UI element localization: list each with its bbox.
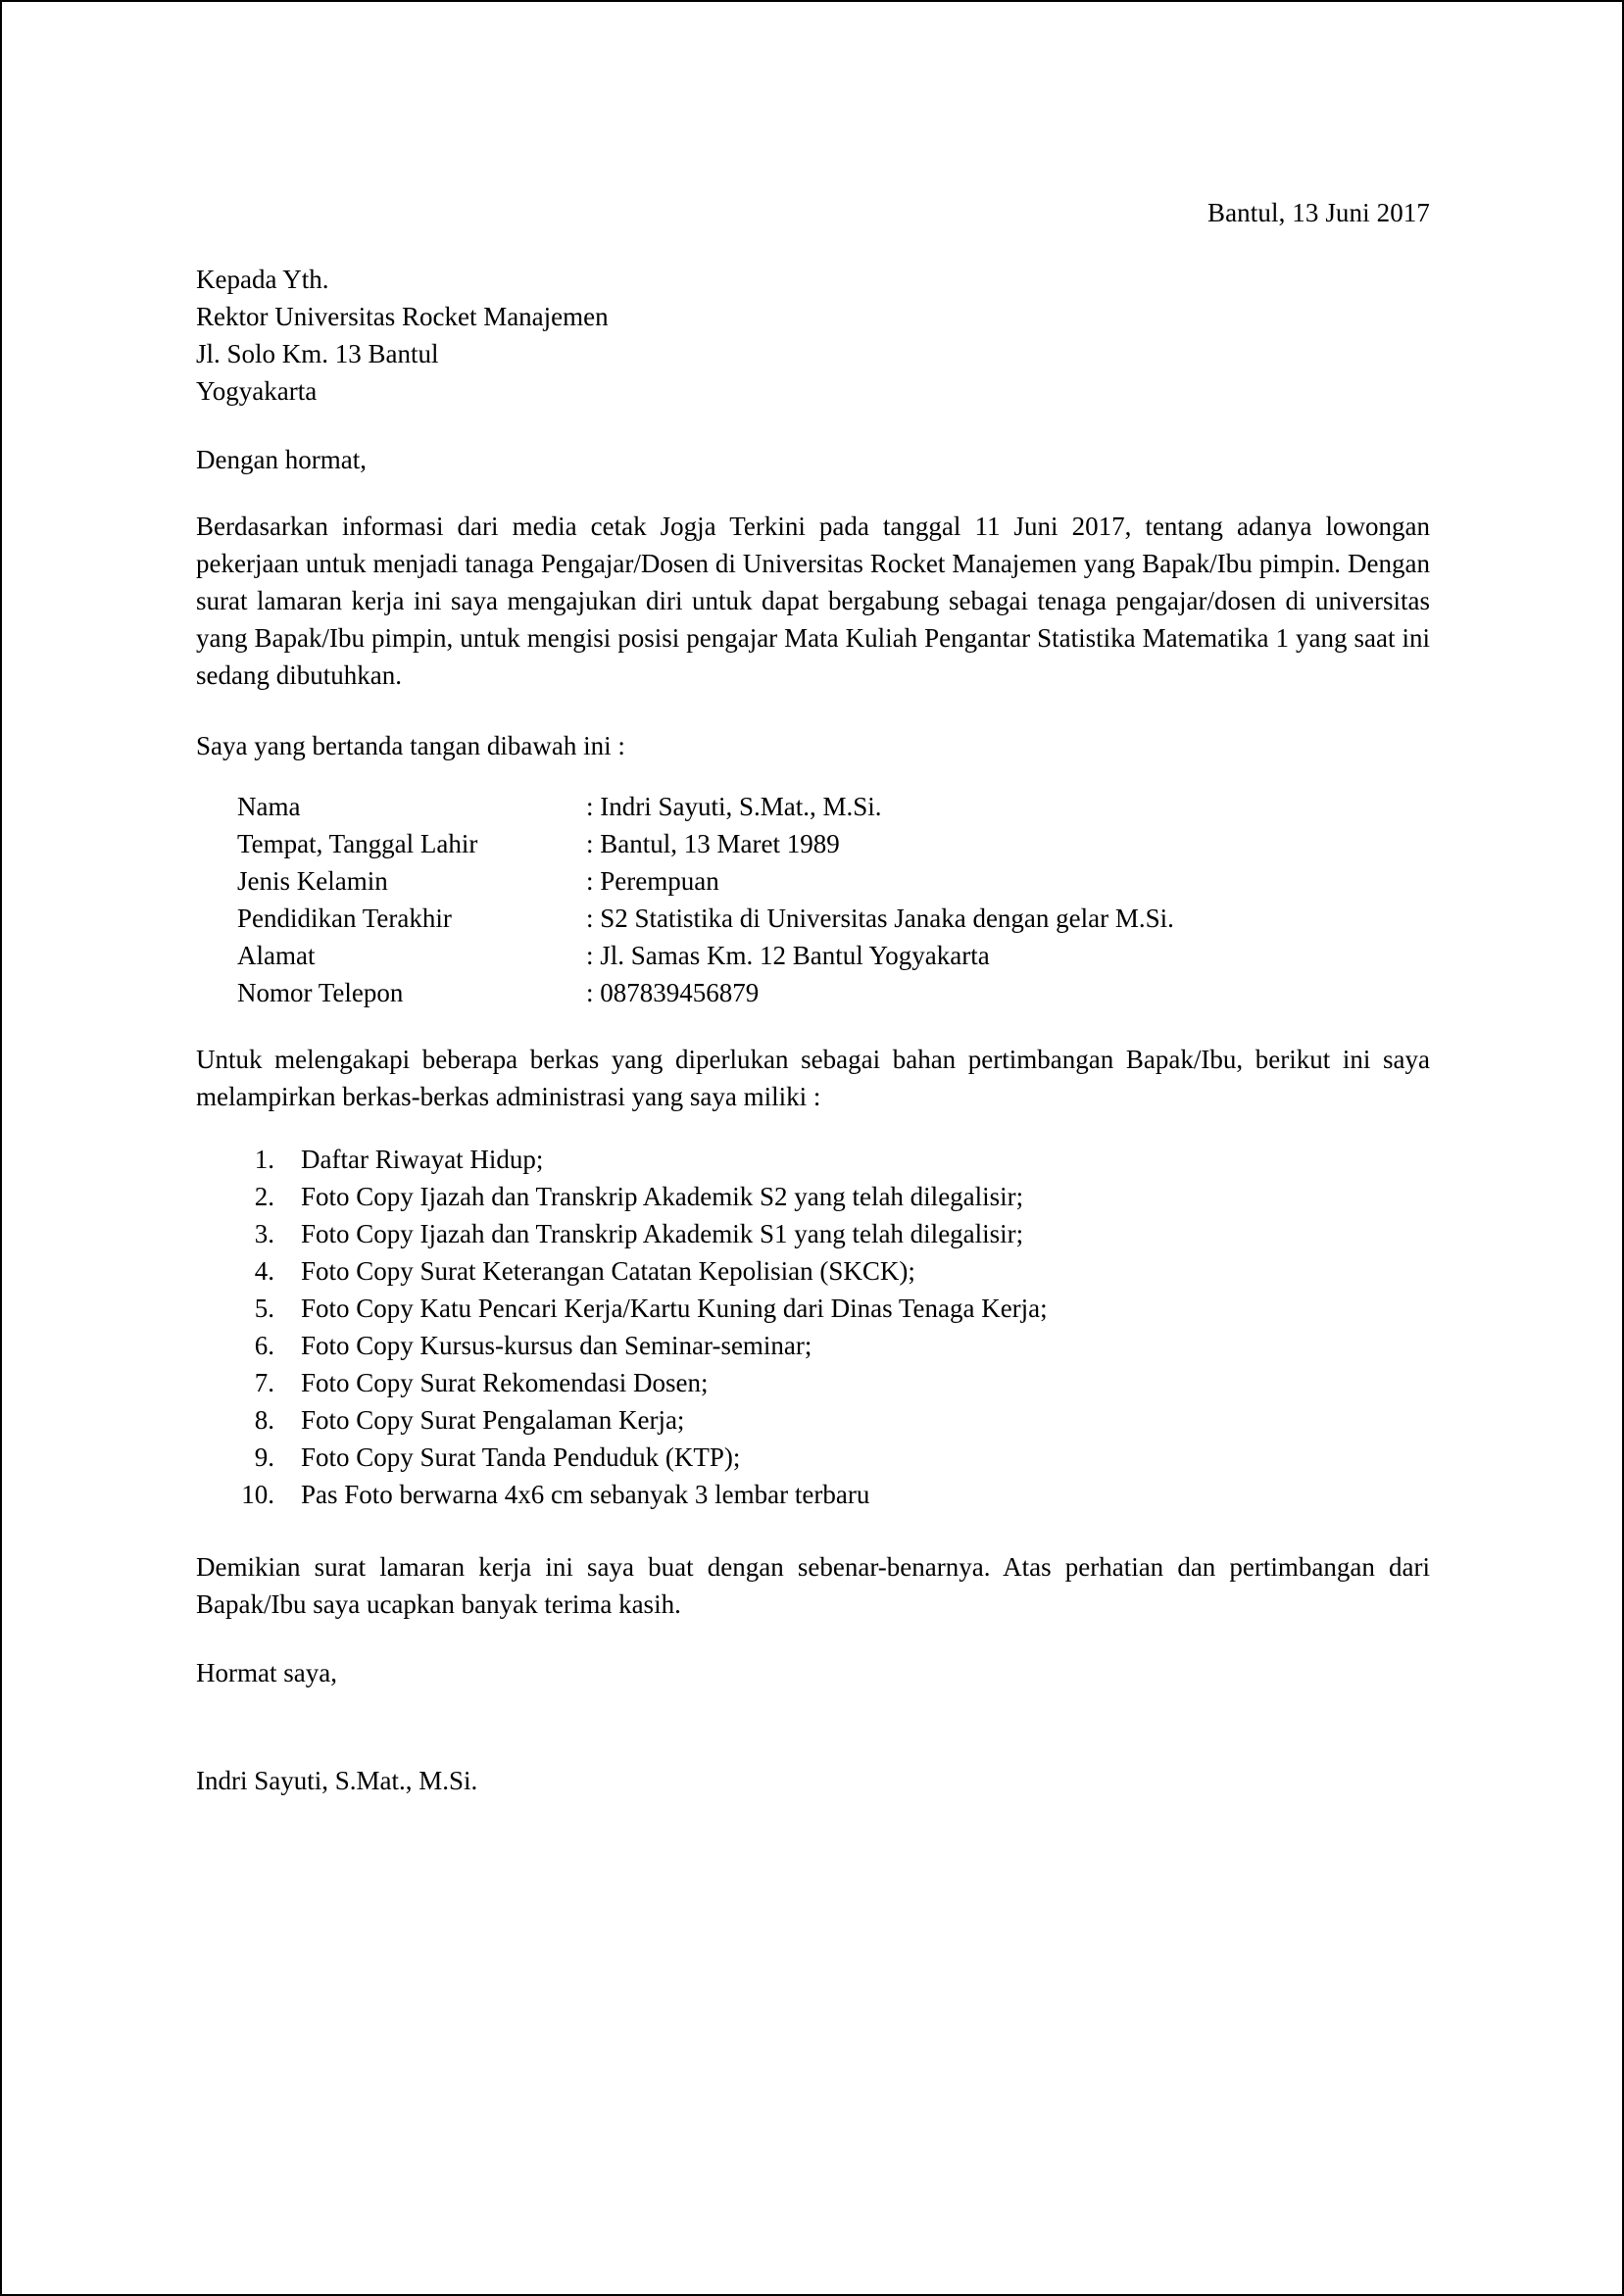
table-row [237, 937, 1174, 974]
list-item-number: 7. [254, 1368, 274, 1397]
list-item-number: 8. [254, 1405, 274, 1435]
personal-data-table [237, 788, 1174, 1011]
salutation: Dengan hormat, [196, 445, 367, 474]
list-item [196, 1401, 1430, 1439]
list-item-text: Foto Copy Surat Rekomendasi Dosen; [301, 1368, 709, 1397]
table-row [237, 825, 1174, 862]
data-label: Jenis Kelamin [237, 866, 388, 896]
list-item-text: Foto Copy Ijazah dan Transkrip Akademik S1 yang telah dilegalisir; [301, 1219, 1024, 1248]
list-item-text: Foto Copy Surat Tanda Penduduk (KTP); [301, 1442, 741, 1472]
data-value: : Jl. Samas Km. 12 Bantul Yogyakarta [586, 941, 990, 970]
table-row [237, 862, 1174, 900]
regards-line: Hormat saya, [196, 1658, 337, 1687]
letter-content [196, 2, 1430, 1799]
list-item [196, 1439, 1430, 1476]
attachment-list [196, 1141, 1430, 1513]
list-item [196, 1290, 1430, 1327]
list-item-number: 1. [254, 1145, 274, 1174]
table-row [237, 788, 1174, 825]
data-label: Nomor Telepon [237, 978, 404, 1007]
data-value: : Indri Sayuti, S.Mat., M.Si. [586, 792, 882, 821]
data-value: : Bantul, 13 Maret 1989 [586, 829, 840, 858]
list-item-text: Foto Copy Katu Pencari Kerja/Kartu Kuning dari Dinas Tenaga Kerja; [301, 1294, 1048, 1323]
list-item [196, 1476, 1430, 1513]
list-item-number: 10. [241, 1480, 274, 1509]
list-item [196, 1364, 1430, 1401]
table-row [237, 974, 1174, 1011]
closing-paragraph: Demikian surat lamaran kerja ini saya buat dengan sebenar-benarnya. Atas perhatian dan pertimbangan dari Bapak/Ibu saya ucapkan banyak terima kasih. [196, 1552, 1430, 1619]
data-label: Pendidikan Terakhir [237, 904, 452, 933]
list-item-number: 6. [254, 1331, 274, 1360]
list-item-number: 3. [254, 1219, 274, 1248]
recipient-line-1: Kepada Yth. [196, 265, 329, 294]
list-item [196, 1252, 1430, 1290]
attachment-intro-paragraph: Untuk melengakapi beberapa berkas yang diperlukan sebagai bahan pertimbangan Bapak/Ibu, berikut ini saya melampirkan berkas-berkas administrasi yang saya miliki : [196, 1045, 1430, 1111]
list-item-number: 4. [254, 1256, 274, 1286]
list-item [196, 1327, 1430, 1364]
list-item-text: Foto Copy Surat Pengalaman Kerja; [301, 1405, 685, 1435]
list-item [196, 1215, 1430, 1252]
list-item-number: 2. [254, 1182, 274, 1211]
signature-name: Indri Sayuti, S.Mat., M.Si. [196, 1766, 478, 1795]
recipient-block [196, 261, 1430, 410]
personal-data-intro: Saya yang bertanda tangan dibawah ini : [196, 731, 625, 760]
list-item-text: Foto Copy Kursus-kursus dan Seminar-seminar; [301, 1331, 812, 1360]
list-item-text: Foto Copy Ijazah dan Transkrip Akademik S2 yang telah dilegalisir; [301, 1182, 1024, 1211]
recipient-line-4: Yogyakarta [196, 376, 318, 406]
list-item-text: Foto Copy Surat Keterangan Catatan Kepolisian (SKCK); [301, 1256, 915, 1286]
opening-paragraph: Berdasarkan informasi dari media cetak Jogja Terkini pada tanggal 11 Juni 2017, tentang adanya lowongan pekerjaan untuk menjadi tanaga Pengajar/Dosen di Universitas Rocket Manajemen yang Bapak/Ibu pimpin. Dengan surat lamaran kerja ini saya mengajukan diri untuk dapat bergabung sebagai tenaga pengajar/dosen di universitas yang Bapak/Ibu pimpin, untuk mengisi posisi pengajar Mata Kuliah Pengantar Statistika Matematika 1 yang saat ini sedang dibutuhkan. [196, 512, 1430, 690]
personal-data-body [237, 788, 1174, 1011]
list-item [196, 1141, 1430, 1178]
recipient-line-2: Rektor Universitas Rocket Manajemen [196, 302, 609, 331]
date-line: Bantul, 13 Juni 2017 [1206, 198, 1430, 227]
data-value: : S2 Statistika di Universitas Janaka dengan gelar M.Si. [586, 904, 1174, 933]
list-item-text: Daftar Riwayat Hidup; [301, 1145, 544, 1174]
recipient-line-3: Jl. Solo Km. 13 Bantul [196, 339, 439, 368]
list-item [196, 1178, 1430, 1215]
data-label: Tempat, Tanggal Lahir [237, 829, 478, 858]
data-label: Alamat [237, 941, 316, 970]
list-item-text: Pas Foto berwarna 4x6 cm sebanyak 3 lembar terbaru [301, 1480, 870, 1509]
data-value: : Perempuan [586, 866, 719, 896]
table-row [237, 900, 1174, 937]
list-item-number: 5. [254, 1294, 274, 1323]
data-value: : 087839456879 [586, 978, 760, 1007]
list-item-number: 9. [254, 1442, 274, 1472]
data-label: Nama [237, 792, 301, 821]
